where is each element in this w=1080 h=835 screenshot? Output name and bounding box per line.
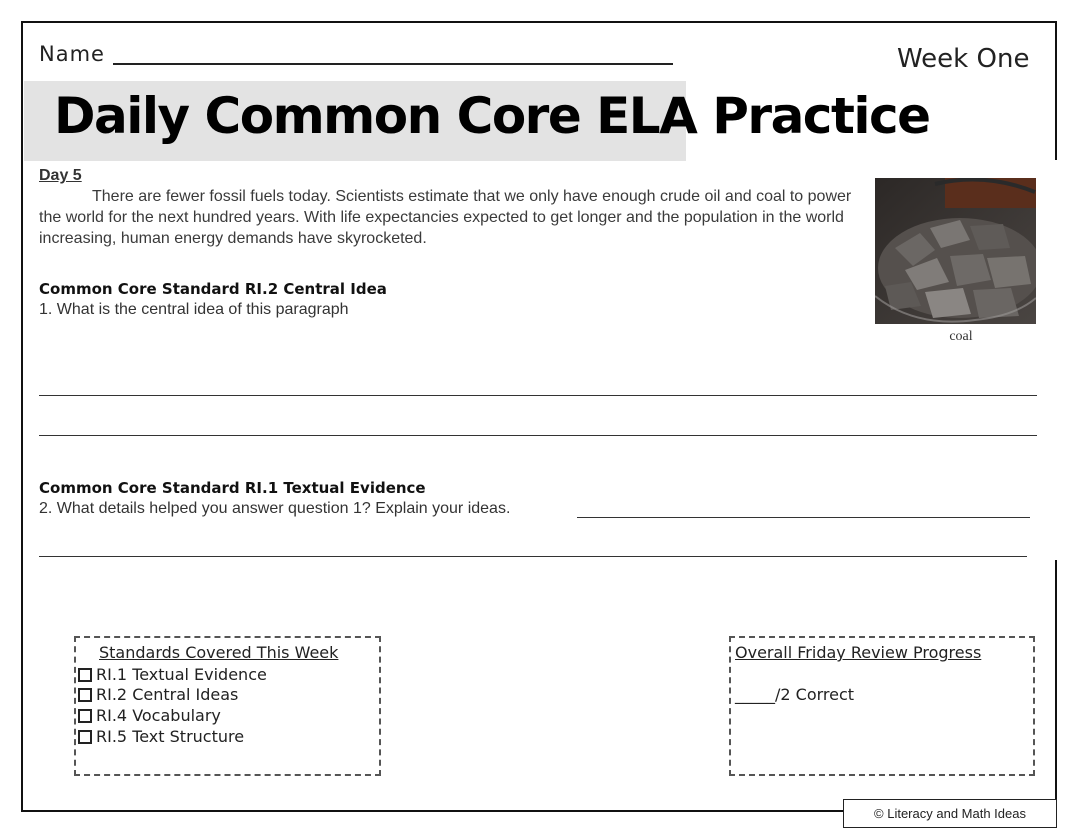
standards-box-title: Standards Covered This Week bbox=[99, 643, 339, 662]
name-answer-line[interactable] bbox=[113, 63, 673, 65]
checkbox[interactable] bbox=[78, 688, 92, 702]
score-blank[interactable]: _____ bbox=[735, 685, 775, 704]
score-text: /2 Correct bbox=[775, 685, 855, 704]
coal-photo bbox=[875, 178, 1036, 324]
answer-line-2[interactable] bbox=[39, 435, 1037, 436]
standard-item-label: RI.5 Text Structure bbox=[96, 727, 245, 746]
standard-item[interactable] bbox=[96, 727, 245, 746]
standard-item[interactable] bbox=[96, 665, 267, 684]
checkbox[interactable] bbox=[78, 668, 92, 682]
question-1: 1. What is the central idea of this paragraph bbox=[39, 301, 349, 318]
photo-caption: coal bbox=[949, 329, 973, 344]
answer-line-4[interactable] bbox=[39, 556, 1027, 557]
title-banner bbox=[24, 81, 930, 161]
name-label: Name bbox=[39, 42, 105, 66]
page-title: Daily Common Core ELA Practice bbox=[54, 87, 930, 145]
checkbox[interactable] bbox=[78, 730, 92, 744]
standard-item[interactable] bbox=[96, 706, 221, 725]
answer-line-1[interactable] bbox=[39, 395, 1037, 396]
standard-item[interactable] bbox=[96, 685, 239, 704]
progress-score bbox=[735, 685, 854, 704]
day-label: Day 5 bbox=[39, 167, 82, 184]
standard-item-label: RI.4 Vocabulary bbox=[96, 706, 221, 725]
standard-item-label: RI.1 Textual Evidence bbox=[96, 665, 267, 684]
standard-heading-ri2: Common Core Standard RI.2 Central Idea bbox=[39, 280, 387, 298]
progress-box-title: Overall Friday Review Progress bbox=[735, 643, 982, 662]
standard-item-label: RI.2 Central Ideas bbox=[96, 685, 239, 704]
standard-heading-ri1: Common Core Standard RI.1 Textual Evidence bbox=[39, 479, 426, 497]
week-label: Week One bbox=[897, 44, 1030, 74]
copyright-notice: © Literacy and Math Ideas bbox=[843, 799, 1057, 828]
standards-box bbox=[74, 636, 381, 776]
progress-box bbox=[729, 636, 1035, 776]
reading-passage: There are fewer fossil fuels today. Scientists estimate that we only have enough crude oil and coal to power the world for the next hundred years. With life expectancies expected to get longer and the population in the world increasing, human energy demands have skyrocketed. bbox=[39, 188, 852, 247]
checkbox[interactable] bbox=[78, 709, 92, 723]
question-2: 2. What details helped you answer question 1? Explain your ideas. bbox=[39, 500, 511, 517]
frame-gap bbox=[1055, 160, 1080, 560]
answer-line-3[interactable] bbox=[577, 517, 1030, 518]
